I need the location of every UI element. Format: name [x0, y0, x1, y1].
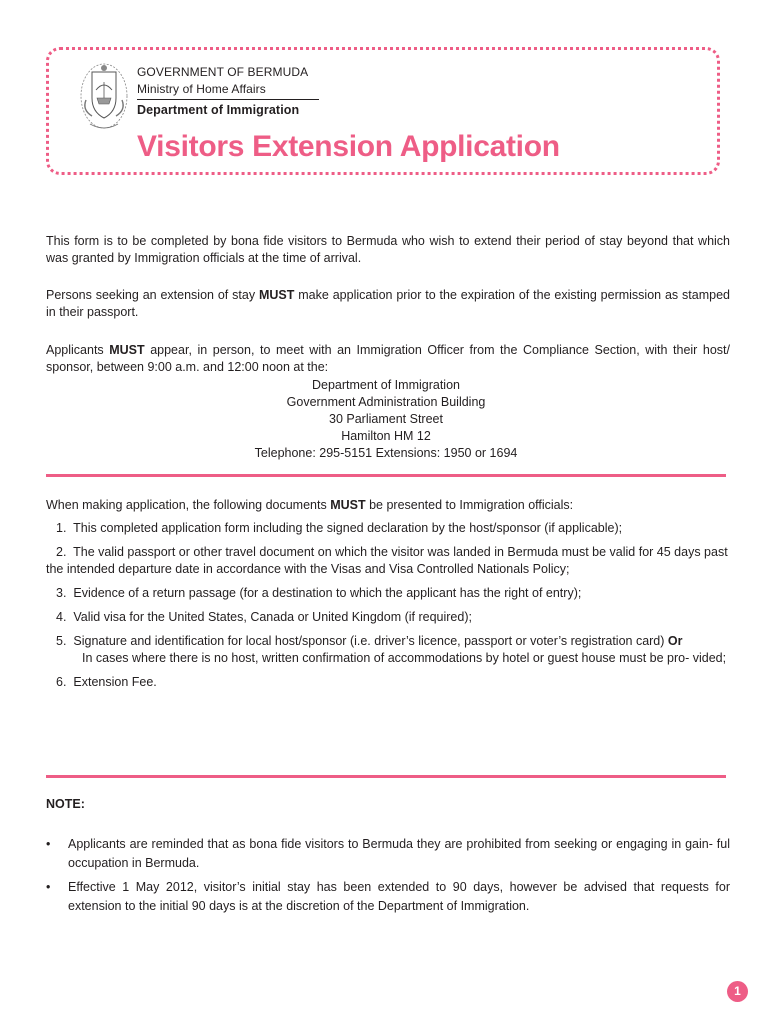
intro-paragraph-2: Persons seeking an extension of stay MUST make application prior to the expiration of the existing permission as stamped in their passport.: [46, 288, 731, 319]
department-name: Department of Immigration: [137, 103, 300, 117]
list-item: 2. The valid passport or other travel document on which the visitor was landed in Bermuda must be valid for 45 days past the intended departure date in accordance with the Visas and Visa Controlled Nationals Policy;: [46, 545, 728, 576]
divider: [46, 474, 726, 477]
list-item: 5. Signature and identification for local host/sponsor (i.e. driver’s licence, passport or voter’s registration card) Or In cases where there is no host, written confirmation of accommodations by hotel or guest house must be pro- vided;: [56, 634, 727, 665]
or-emphasis: Or: [667, 634, 683, 648]
list-item: 1. This completed application form including the signed declaration by the host/sponsor (if applicable);: [56, 521, 623, 535]
address-line: Department of Immigration: [312, 378, 460, 392]
bullet-icon: •: [46, 837, 51, 851]
requirements-list: [46, 520, 730, 698]
government-name: GOVERNMENT OF BERMUDA: [137, 65, 309, 79]
list-item: • Applicants are reminded that as bona fide visitors to Bermuda they are prohibited from seeking or engaging in gain- ful occupation in Bermuda.: [46, 837, 730, 870]
list-item: 3. Evidence of a return passage (for a destination to which the applicant has the right of entry);: [56, 586, 582, 600]
intro-paragraph-3: Applicants MUST appear, in person, to meet with an Immigration Officer from the Compliance Section, with their host/ sponsor, between 9:00 a.m. and 12:00 noon at the:: [46, 343, 730, 374]
bermuda-coat-of-arms-icon: [78, 60, 130, 134]
office-address: [46, 377, 726, 462]
list-item: 6. Extension Fee.: [56, 675, 157, 689]
government-heading: [137, 64, 319, 119]
intro-paragraph-1: This form is to be completed by bona fide visitors to Bermuda who wish to extend their period of stay beyond that which was granted by Immigration officials at the time of arrival.: [46, 234, 730, 265]
document-title: Visitors Extension Application: [137, 130, 560, 163]
divider: [46, 775, 726, 778]
address-line: 30 Parliament Street: [329, 412, 443, 426]
requirements-intro: When making application, the following documents MUST be presented to Immigration officials:: [46, 498, 574, 512]
page-number-badge: 1: [727, 981, 748, 1002]
bullet-icon: •: [46, 880, 51, 894]
list-item: • Effective 1 May 2012, visitor’s initial stay has been extended to 90 days, however be advised that requests for extension to the initial 90 days is at the discretion of the Department of Immigration.: [46, 880, 730, 913]
ministry-name: Ministry of Home Affairs: [137, 81, 319, 100]
must-emphasis: MUST: [109, 343, 145, 357]
note-list: [46, 835, 730, 921]
must-emphasis: MUST: [330, 498, 366, 512]
address-line: Government Administration Building: [286, 395, 486, 409]
list-item: 4. Valid visa for the United States, Canada or United Kingdom (if required);: [56, 610, 472, 624]
must-emphasis: MUST: [258, 288, 295, 302]
note-heading: NOTE:: [46, 797, 85, 811]
address-line: Hamilton HM 12: [341, 429, 431, 443]
telephone-line: Telephone: 295-5151 Extensions: 1950 or 1694: [254, 446, 518, 460]
